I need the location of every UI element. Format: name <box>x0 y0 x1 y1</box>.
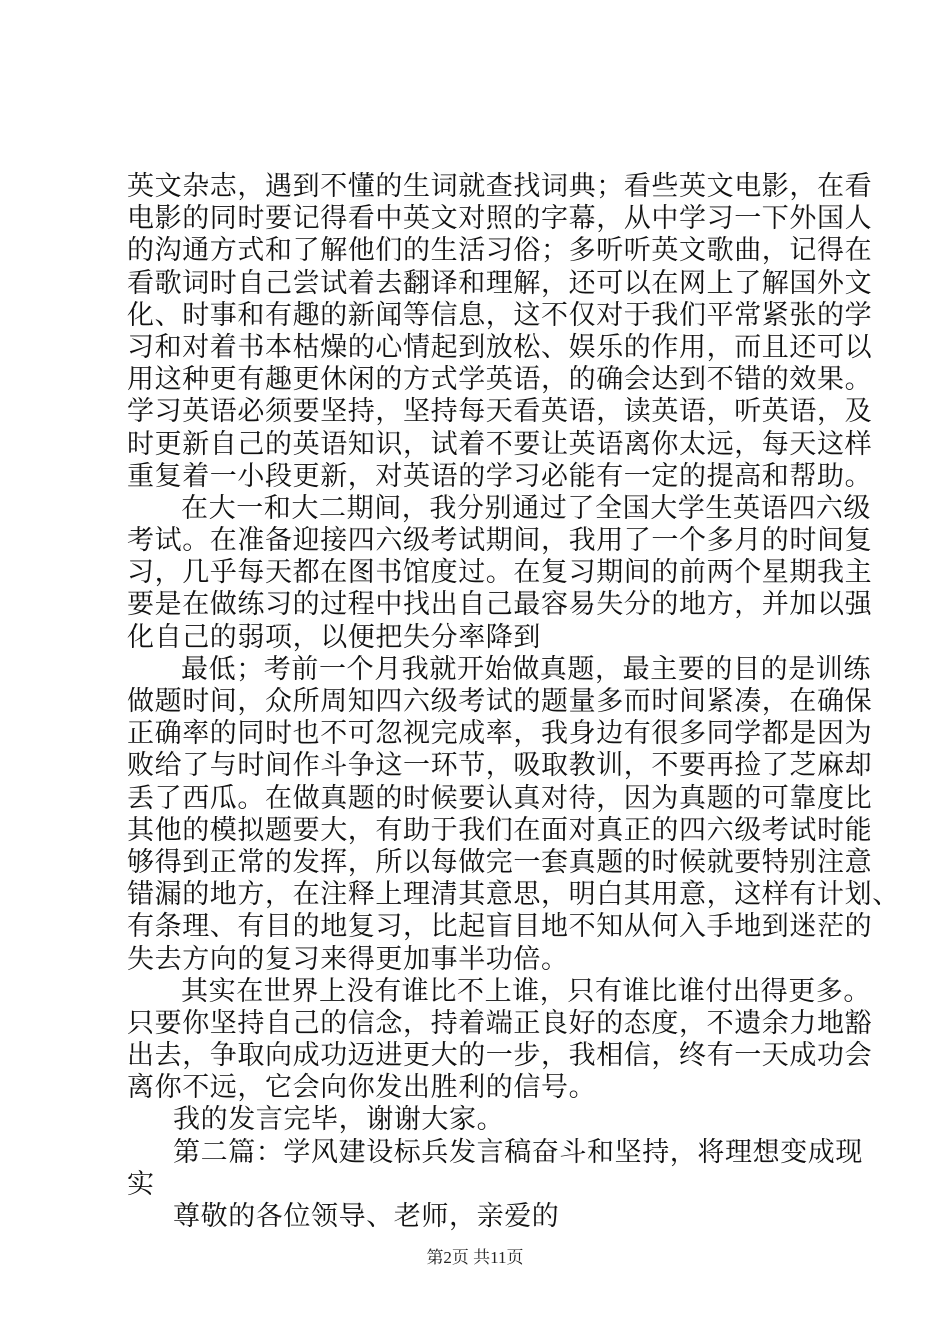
text-line: 英文杂志，遇到不懂的生词就查找词典；看些英文电影，在看 <box>127 171 873 202</box>
section-heading-line: 实 <box>127 1168 155 1200</box>
paragraph-start-line: 尊敬的各位领导、老师，亲爱的 <box>173 1201 560 1232</box>
paragraph-start-line: 其实在世界上没有谁比不上谁，只有谁比谁付出得更多。 <box>181 975 871 1007</box>
text-line: 失去方向的复习来得更加事半功倍。 <box>127 943 569 975</box>
text-line: 时更新自己的英语知识，试着不要让英语离你太远，每天这样 <box>127 428 873 460</box>
text-line: 重复着一小段更新，对英语的学习必能有一定的提高和帮助。 <box>127 460 873 492</box>
text-line: 考试。在准备迎接四六级考试期间，我用了一个多月的时间复 <box>127 525 873 557</box>
section-heading-line: 第二篇：学风建设标兵发言稿奋斗和坚持，将理想变成现 <box>173 1136 863 1168</box>
text-line: 只要你坚持自己的信念，持着端正良好的态度，不遗余力地豁 <box>127 1007 873 1039</box>
text-line: 用这种更有趣更休闲的方式学英语，的确会达到不错的效果。 <box>127 364 873 396</box>
text-line: 有条理、有目的地复习，比起盲目地不知从何入手地到迷茫的 <box>127 911 873 943</box>
document-body <box>127 171 900 1233</box>
text-line: 够得到正常的发挥，所以每做完一套真题的时候就要特别注意 <box>127 846 873 878</box>
text-line: 电影的同时要记得看中英文对照的字幕，从中学习一下外国人 <box>127 203 873 235</box>
text-line: 其他的模拟题要大，有助于我们在面对真正的四六级考试时能 <box>127 814 873 846</box>
text-line: 的沟通方式和了解他们的生活习俗；多听听英文歌曲，记得在 <box>127 235 873 267</box>
paragraph-start-line: 最低；考前一个月我就开始做真题，最主要的目的是训练 <box>181 653 871 685</box>
text-line: 化、时事和有趣的新闻等信息，这不仅对于我们平常紧张的学 <box>127 299 873 331</box>
text-line: 做题时间，众所周知四六级考试的题量多而时间紧凑，在确保 <box>127 686 873 717</box>
text-line: 离你不远，它会向你发出胜利的信号。 <box>127 1072 597 1104</box>
text-line: 错漏的地方，在注释上理清其意思，明白其用意，这样有计划、 <box>127 879 900 911</box>
text-line: 化自己的弱项，以便把失分率降到 <box>127 621 541 653</box>
text-line: 习，几乎每天都在图书馆度过。在复习期间的前两个星期我主 <box>127 557 873 589</box>
text-line: 学习英语必须要坚持，坚持每天看英语，读英语，听英语，及 <box>127 396 873 428</box>
text-line: 正确率的同时也不可忽视完成率，我身边有很多同学都是因为 <box>127 718 873 750</box>
text-line: 出去，争取向成功迈进更大的一步，我相信，终有一天成功会 <box>127 1040 873 1072</box>
paragraph-start-line: 在大一和大二期间，我分别通过了全国大学生英语四六级 <box>181 492 871 524</box>
text-line: 败给了与时间作斗争这一环节，吸取教训，不要再捡了芝麻却 <box>127 750 873 782</box>
paragraph-start-line: 我的发言完毕，谢谢大家。 <box>173 1104 505 1136</box>
text-line: 看歌词时自己尝试着去翻译和理解，还可以在网上了解国外文 <box>127 267 873 299</box>
page-number-footer: 第2页 共11页 <box>426 1248 524 1267</box>
text-line: 要是在做练习的过程中找出自己最容易失分的地方，并加以强 <box>127 589 873 621</box>
text-line: 习和对着书本枯燥的心情起到放松、娱乐的作用，而且还可以 <box>127 331 873 363</box>
text-line: 丢了西瓜。在做真题的时候要认真对待，因为真题的可靠度比 <box>127 782 873 814</box>
